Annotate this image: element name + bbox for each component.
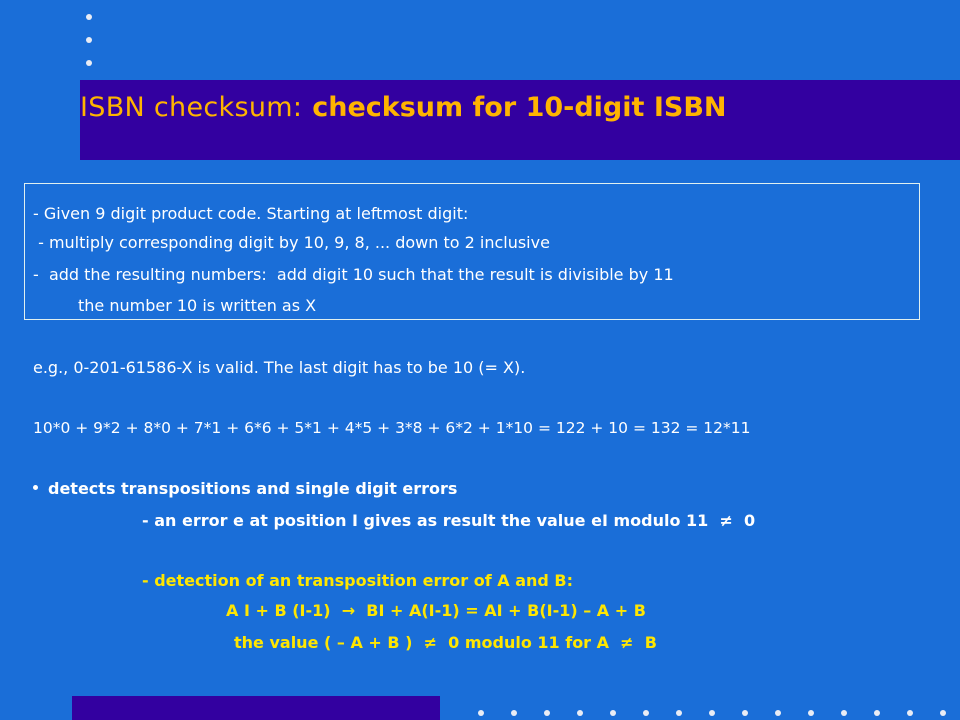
decor-dot <box>874 710 880 716</box>
algorithm-line-4: the number 10 is written as X <box>78 296 317 315</box>
transposition-heading: - detection of an transposition error of A and B: <box>142 571 574 590</box>
decor-dot <box>643 710 649 716</box>
example-text: e.g., 0-201-61586-X is valid. The last digit has to be 10 (= X). <box>33 358 526 377</box>
decor-dot <box>676 710 682 716</box>
error-detection-line: - an error e at position I gives as result the value eI modulo 11 ≠ 0 <box>142 511 756 530</box>
decor-dot <box>841 710 847 716</box>
transposition-value: the value ( – A + B ) ≠ 0 modulo 11 for A ≠ B <box>234 633 657 652</box>
slide-title <box>80 92 727 123</box>
title-lead: ISBN checksum: <box>80 92 303 123</box>
bullet-heading: detects transpositions and single digit errors <box>48 479 458 498</box>
decor-dot <box>775 710 781 716</box>
decor-dot <box>86 14 92 20</box>
title-emphasis: checksum for 10-digit ISBN <box>312 92 727 123</box>
decor-dot <box>478 710 484 716</box>
bottom-bar <box>72 696 440 720</box>
algorithm-line-2: - multiply corresponding digit by 10, 9, 8, ... down to 2 inclusive <box>33 233 550 252</box>
decor-dot <box>511 710 517 716</box>
calculation-text: 10*0 + 9*2 + 8*0 + 7*1 + 6*6 + 5*1 + 4*5 + 3*8 + 6*2 + 1*10 = 122 + 10 = 132 = 12*11 <box>33 419 751 437</box>
decor-dot <box>808 710 814 716</box>
transposition-formula: A I + B (I-1) → BI + A(I-1) = AI + B(I-1) – A + B <box>226 601 646 620</box>
decor-dot <box>86 37 92 43</box>
decor-dot <box>544 710 550 716</box>
algorithm-line-3: - add the resulting numbers: add digit 10 such that the result is divisible by 11 <box>33 265 674 284</box>
bullet-icon <box>33 485 38 490</box>
decor-dot <box>940 710 946 716</box>
decor-dot <box>86 60 92 66</box>
decor-dot <box>610 710 616 716</box>
decor-dot <box>709 710 715 716</box>
decor-dot <box>742 710 748 716</box>
decor-dot <box>577 710 583 716</box>
algorithm-line-1: - Given 9 digit product code. Starting at leftmost digit: <box>33 204 469 223</box>
decor-dot <box>907 710 913 716</box>
